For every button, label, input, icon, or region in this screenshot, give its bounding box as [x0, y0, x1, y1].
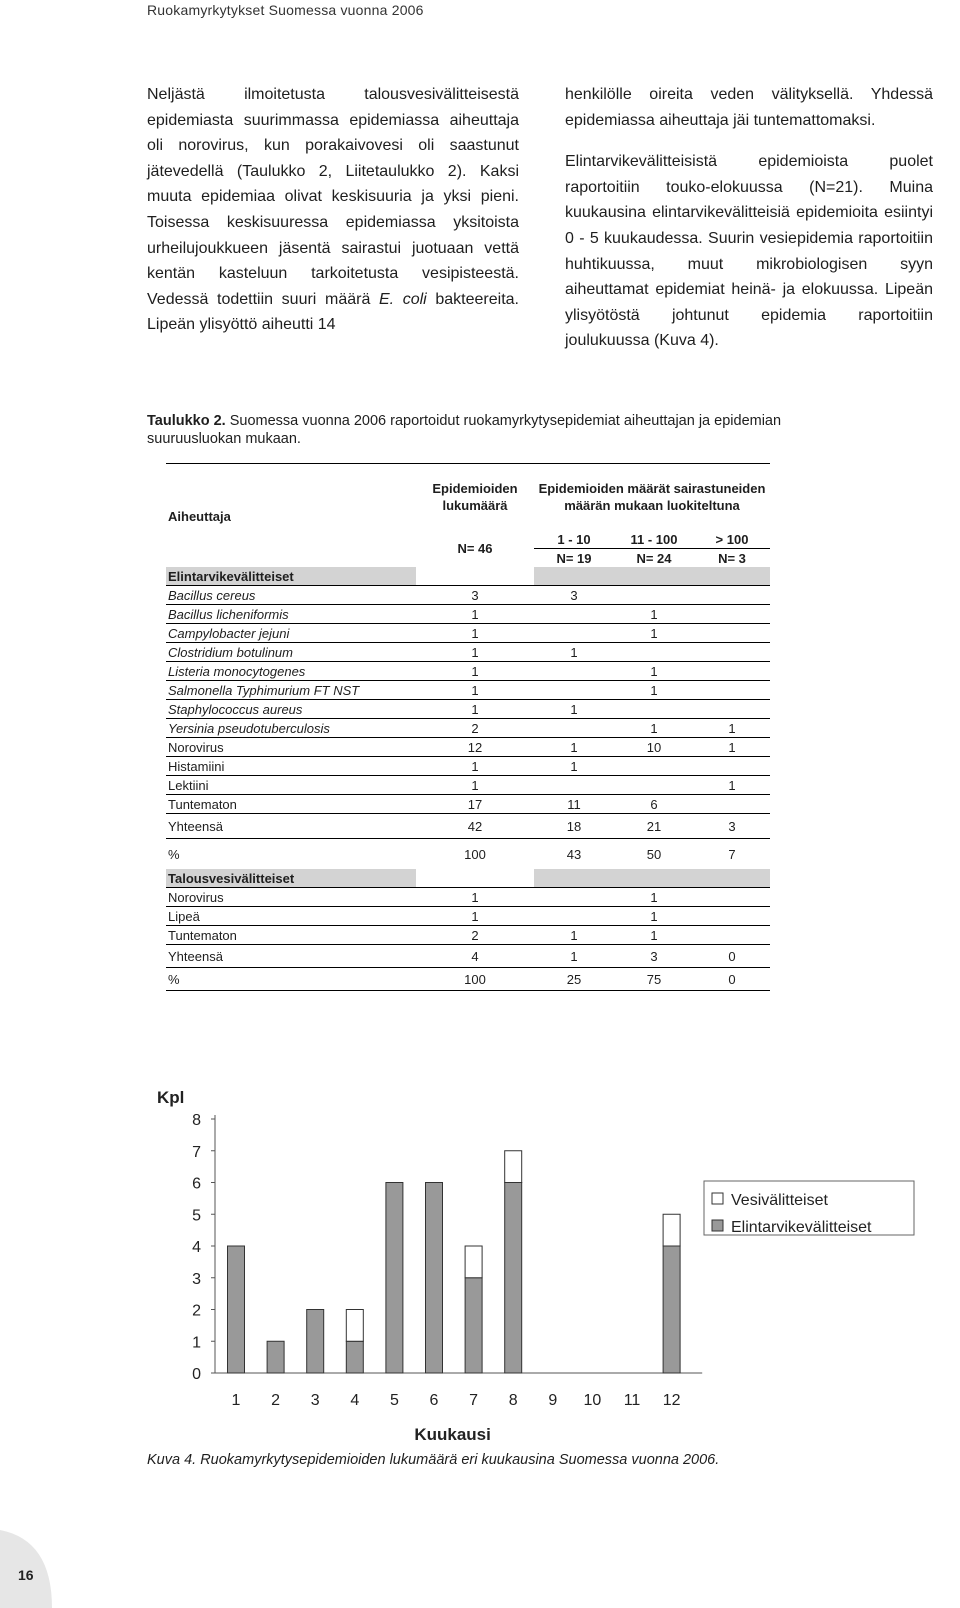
row-label: Clostridium botulinum	[166, 643, 416, 662]
row-value: 1	[534, 757, 614, 776]
bar	[346, 1310, 363, 1342]
row-value: 1	[534, 643, 614, 662]
row-value: 2	[416, 719, 534, 738]
bar	[267, 1341, 284, 1373]
row-value: 1	[416, 888, 534, 907]
table-caption-label: Taulukko 2.	[147, 413, 226, 429]
right-paragraph-1: henkilölle oireita veden välityksellä. Yhdessä epidemiassa aiheuttaja jäi tuntemattomaksi.	[565, 86, 933, 129]
row-value: 1	[416, 662, 534, 681]
x-tick-label: 10	[583, 1392, 602, 1409]
row-label: %	[166, 968, 416, 991]
row-value: 17	[416, 795, 534, 814]
bar	[505, 1183, 522, 1374]
table-row	[166, 888, 770, 907]
row-value	[694, 757, 770, 776]
row-value	[694, 681, 770, 700]
y-tick-label: 8	[192, 1112, 201, 1129]
x-axis-label: Kuukausi	[414, 1425, 491, 1444]
row-value	[534, 888, 614, 907]
bar	[228, 1246, 245, 1373]
running-header: Ruokamyrkytykset Suomessa vuonna 2006	[147, 2, 424, 18]
row-value: 18	[534, 814, 614, 839]
header-count: Epidemioiden lukumäärä	[416, 464, 534, 531]
row-value: 1	[534, 926, 614, 945]
row-value: 1	[416, 605, 534, 624]
outbreak-table	[166, 463, 770, 991]
row-value: 100	[416, 839, 534, 870]
row-label: Norovirus	[166, 888, 416, 907]
header-size: Epidemioiden määrät sairastuneiden määrän mukaan luokiteltuna	[534, 464, 770, 531]
header-n-1: N= 19	[556, 550, 592, 566]
row-value	[614, 776, 694, 795]
row-value	[534, 907, 614, 926]
row-value: 1	[416, 681, 534, 700]
header-n-2: N= 24	[636, 550, 672, 566]
x-tick-label: 1	[231, 1392, 241, 1409]
section-water	[166, 869, 770, 888]
row-value: 25	[534, 968, 614, 991]
row-value	[534, 719, 614, 738]
y-tick-label: 3	[192, 1270, 201, 1288]
row-label: Tuntematon	[166, 926, 416, 945]
bar	[465, 1278, 482, 1373]
row-value: 1	[614, 681, 694, 700]
table-row	[166, 624, 770, 643]
row-value: 1	[416, 757, 534, 776]
header-n: N= 46	[457, 541, 493, 556]
row-label: Norovirus	[166, 738, 416, 757]
table-row	[166, 776, 770, 795]
page-number: 16	[18, 1567, 34, 1583]
table-row	[166, 795, 770, 814]
monthly-outbreak-chart	[140, 1075, 940, 1445]
bar	[386, 1183, 403, 1374]
row-value: 10	[614, 738, 694, 757]
table-row	[166, 945, 770, 968]
row-value: 7	[694, 839, 770, 870]
row-label: Listeria monocytogenes	[166, 662, 416, 681]
row-value: 100	[416, 968, 534, 991]
row-value: 1	[614, 888, 694, 907]
row-value	[694, 795, 770, 814]
y-tick-label: 6	[192, 1175, 201, 1193]
y-tick-label: 0	[192, 1366, 201, 1383]
x-tick-label: 7	[469, 1392, 479, 1409]
row-value: 21	[614, 814, 694, 839]
row-value: 6	[614, 795, 694, 814]
row-value: 4	[416, 945, 534, 968]
row-label: Yersinia pseudotuberculosis	[166, 719, 416, 738]
y-tick-label: 4	[192, 1239, 201, 1256]
row-value: 1	[614, 719, 694, 738]
table-row	[166, 738, 770, 757]
bar	[307, 1310, 324, 1374]
row-label: %	[166, 839, 416, 870]
row-value: 50	[614, 839, 694, 870]
row-value	[534, 681, 614, 700]
row-value: 3	[614, 945, 694, 968]
row-value: 1	[416, 643, 534, 662]
row-value: 1	[614, 926, 694, 945]
table-row	[166, 605, 770, 624]
table-caption: Taulukko 2. Suomessa vuonna 2006 raportoidut ruokamyrkytysepidemiat aiheuttajan ja epidemian suuruusluokan mukaan.	[147, 413, 782, 447]
row-value: 1	[534, 700, 614, 719]
row-value: 1	[416, 700, 534, 719]
row-label: Yhteensä	[166, 945, 416, 968]
legend-swatch	[712, 1193, 723, 1204]
right-paragraph-2: Elintarvikevälitteisistä epidemioista puolet raportoitiin touko-elokuussa (N=21). Muina kuukausina elintarvikevälitteisiä epidemioita esiintyi 0 - 5 kuukaudessa. Suurin vesiepidemia raportoitiin huhtikuussa, muut mikrobiologisen syyn aiheuttamat epidemiat heinä- ja elokuussa. Lipeän ylisyötöstä johtunut epidemia raportoitiin joulukuussa (Kuva 4).	[565, 153, 933, 350]
row-value: 43	[534, 839, 614, 870]
table-row	[166, 757, 770, 776]
x-tick-label: 2	[271, 1392, 281, 1409]
header-agent: Aiheuttaja	[166, 464, 416, 531]
bar	[505, 1151, 522, 1183]
x-tick-label: 3	[310, 1392, 320, 1409]
bar	[663, 1214, 680, 1246]
x-tick-label: 9	[548, 1392, 558, 1409]
row-value	[694, 662, 770, 681]
row-label: Staphylococcus aureus	[166, 700, 416, 719]
italic-term: E. coli	[378, 290, 427, 308]
row-value	[694, 700, 770, 719]
section-food	[166, 567, 770, 586]
row-value	[694, 643, 770, 662]
row-value	[534, 662, 614, 681]
row-value	[614, 700, 694, 719]
row-value: 1	[614, 605, 694, 624]
row-value	[694, 888, 770, 907]
row-value: 12	[416, 738, 534, 757]
row-value: 2	[416, 926, 534, 945]
row-label: Tuntematon	[166, 795, 416, 814]
legend-swatch	[712, 1220, 723, 1231]
y-axis-label: Kpl	[157, 1088, 185, 1107]
table-row	[166, 700, 770, 719]
row-label: Histamiini	[166, 757, 416, 776]
row-value	[694, 907, 770, 926]
header-n-3: N= 3	[718, 550, 746, 566]
row-value	[614, 757, 694, 776]
header-class-3: > 100	[694, 530, 770, 549]
table-row	[166, 968, 770, 991]
bar	[346, 1341, 363, 1373]
section-title: Elintarvikevälitteiset	[166, 567, 416, 586]
row-value: 75	[614, 968, 694, 991]
row-value: 3	[694, 814, 770, 839]
row-value	[694, 605, 770, 624]
row-value	[694, 624, 770, 643]
table-row	[166, 907, 770, 926]
row-value	[614, 643, 694, 662]
row-value: 1	[416, 907, 534, 926]
row-label: Bacillus licheniformis	[166, 605, 416, 624]
y-tick-label: 7	[192, 1143, 201, 1161]
table-row	[166, 643, 770, 662]
header-class-1: 1 - 10	[534, 530, 614, 549]
table-row	[166, 681, 770, 700]
x-tick-label: 5	[389, 1392, 399, 1409]
row-label: Yhteensä	[166, 814, 416, 839]
y-tick-label: 5	[192, 1207, 201, 1225]
row-value: 1	[534, 945, 614, 968]
row-label: Lipeä	[166, 907, 416, 926]
figure-caption: Kuva 4. Ruokamyrkytysepidemioiden lukumäärä eri kuukausina Suomessa vuonna 2006.	[147, 1452, 720, 1468]
y-tick-label: 1	[192, 1334, 201, 1352]
row-label: Lektiini	[166, 776, 416, 795]
x-tick-label: 4	[350, 1392, 360, 1409]
row-value	[694, 586, 770, 605]
row-value: 1	[416, 624, 534, 643]
row-value	[694, 926, 770, 945]
left-paragraph: Neljästä ilmoitetusta talousvesivälitteisestä epidemiasta suurimmassa epidemiassa aiheuttaja oli norovirus, kun porakaivovesi oli saastunut jätevedellä (Taulukko 2, Liitetaulukko 2). Kaksi muuta epidemiaa olivat keskisuuria ja yksi pieni. Toisessa keskisuuressa epidemiassa yksitoista urheilujoukkueen jäsentä sairastui juotuaan vettä kentän kasteluun tarkoitetusta vesipisteestä. Vedessä todettiin suuri määrä E. coli bakteereita. Lipeän ylisyöttö aiheutti 14	[147, 86, 519, 334]
y-tick-label: 2	[192, 1302, 201, 1320]
row-value: 0	[694, 968, 770, 991]
header-class-2: 11 - 100	[614, 530, 694, 549]
row-value: 0	[694, 945, 770, 968]
row-value: 3	[534, 586, 614, 605]
x-tick-label: 12	[662, 1392, 681, 1409]
table-row	[166, 814, 770, 839]
left-column	[147, 82, 519, 338]
table-row	[166, 662, 770, 681]
table-row	[166, 839, 770, 870]
row-value: 1	[614, 624, 694, 643]
x-tick-label: 6	[429, 1392, 439, 1409]
legend-label: Vesivälitteiset	[731, 1192, 828, 1209]
row-value: 1	[694, 738, 770, 757]
row-value	[614, 586, 694, 605]
table-row	[166, 719, 770, 738]
legend-label: Elintarvikevälitteiset	[731, 1219, 872, 1236]
row-label: Campylobacter jejuni	[166, 624, 416, 643]
table-row	[166, 586, 770, 605]
bar	[663, 1246, 680, 1373]
row-value: 1	[694, 776, 770, 795]
row-value: 1	[614, 662, 694, 681]
section-title: Talousvesivälitteiset	[166, 869, 416, 888]
row-value: 3	[416, 586, 534, 605]
row-value	[534, 624, 614, 643]
row-value: 1	[694, 719, 770, 738]
row-label: Bacillus cereus	[166, 586, 416, 605]
row-value: 1	[614, 907, 694, 926]
row-value: 1	[416, 776, 534, 795]
row-value	[534, 776, 614, 795]
x-tick-label: 8	[508, 1392, 518, 1409]
row-value	[534, 605, 614, 624]
row-value: 42	[416, 814, 534, 839]
bar	[465, 1246, 482, 1278]
row-value: 11	[534, 795, 614, 814]
row-value: 1	[534, 738, 614, 757]
bar	[426, 1183, 443, 1374]
row-label: Salmonella Typhimurium FT NST	[166, 681, 416, 700]
table-row	[166, 926, 770, 945]
x-tick-label: 11	[623, 1392, 641, 1409]
right-column	[565, 82, 933, 354]
